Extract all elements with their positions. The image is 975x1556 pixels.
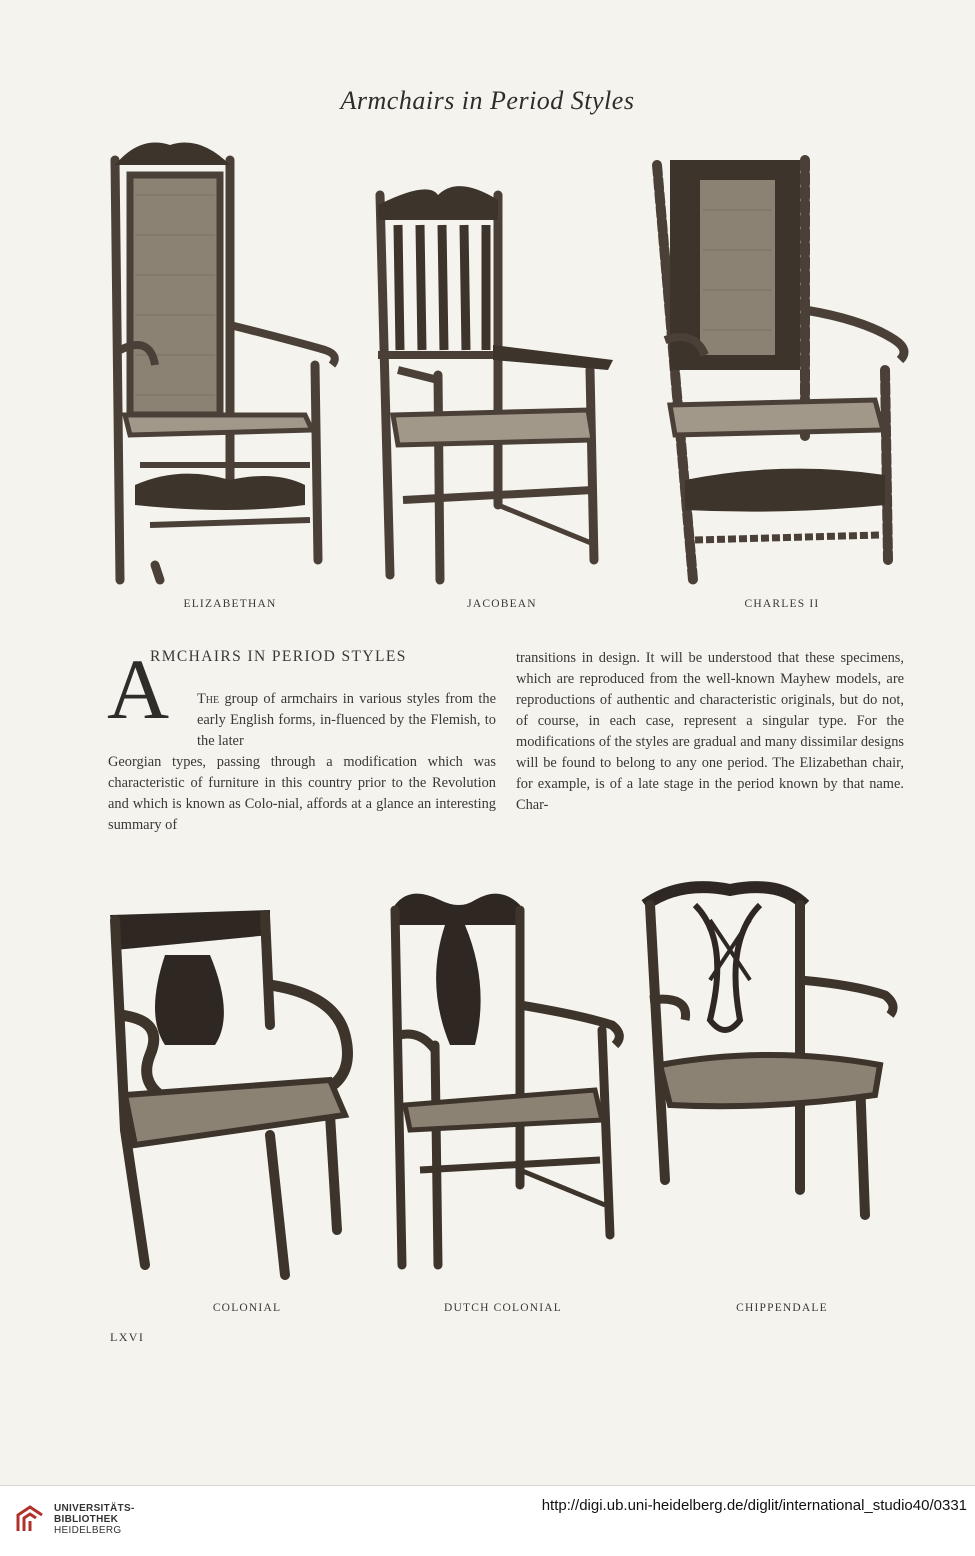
- column-2-body: transitions in design. It will be understood that these specimens, which are reproduced from the well-known Mayhew models, are reproductions of authentic and characteristic originals, but do not, of course, in each case, represent a singular type. For the modifications of the styles are gradual and many dissimilar designs will be found to belong to any one period. The Elizabethan chair, for example, is of a late stage in the period known by that name. Char-: [516, 650, 904, 813]
- plate-chippendale: [640, 880, 910, 1235]
- caption-colonial: COLONIAL: [212, 1302, 282, 1314]
- library-logo-icon: [14, 1503, 46, 1540]
- article-heading: RMCHAIRS IN PERIOD STYLES: [150, 648, 407, 665]
- permalink-url[interactable]: http://digi.ub.uni-heidelberg.de/diglit/international_studio40/0331: [541, 1497, 967, 1514]
- lead-smallcaps: The: [197, 691, 220, 707]
- library-name-line1: UNIVERSITÄTS-: [54, 1503, 135, 1514]
- caption-elizabethan: ELIZABETHAN: [183, 598, 277, 610]
- caption-dutch-colonial: DUTCH COLONIAL: [443, 1302, 563, 1314]
- column-1-indent: [197, 689, 496, 752]
- column-1-body: Georgian types, passing through a modification which was characteristic of furniture in this country prior to the Revolution and which is known as Colo-nial, affords at a glance an interesting summary of: [108, 754, 496, 833]
- column-1-indent-text: group of armchairs in various styles from the early English forms, in-fluenced by the Flemish, to the later: [197, 691, 496, 749]
- plate-elizabethan: [100, 135, 350, 590]
- drop-cap: A: [107, 641, 170, 737]
- folio-number: LXVI: [110, 1330, 145, 1344]
- plate-dutch-colonial: [380, 885, 630, 1275]
- library-name: [54, 1503, 135, 1536]
- caption-jacobean: JACOBEAN: [467, 598, 537, 610]
- plate-charles-ii: [645, 140, 920, 585]
- library-name-line3: HEIDELBERG: [54, 1525, 122, 1536]
- caption-charles-ii: CHARLES II: [744, 598, 820, 610]
- plate-jacobean: [368, 175, 618, 585]
- library-name-line2: BIBLIOTHEK: [54, 1514, 119, 1525]
- plate-colonial: [105, 905, 360, 1280]
- caption-chippendale: CHIPPENDALE: [736, 1302, 828, 1314]
- page-title: Armchairs in Period Styles: [340, 86, 635, 115]
- viewer-footer: [0, 1485, 975, 1556]
